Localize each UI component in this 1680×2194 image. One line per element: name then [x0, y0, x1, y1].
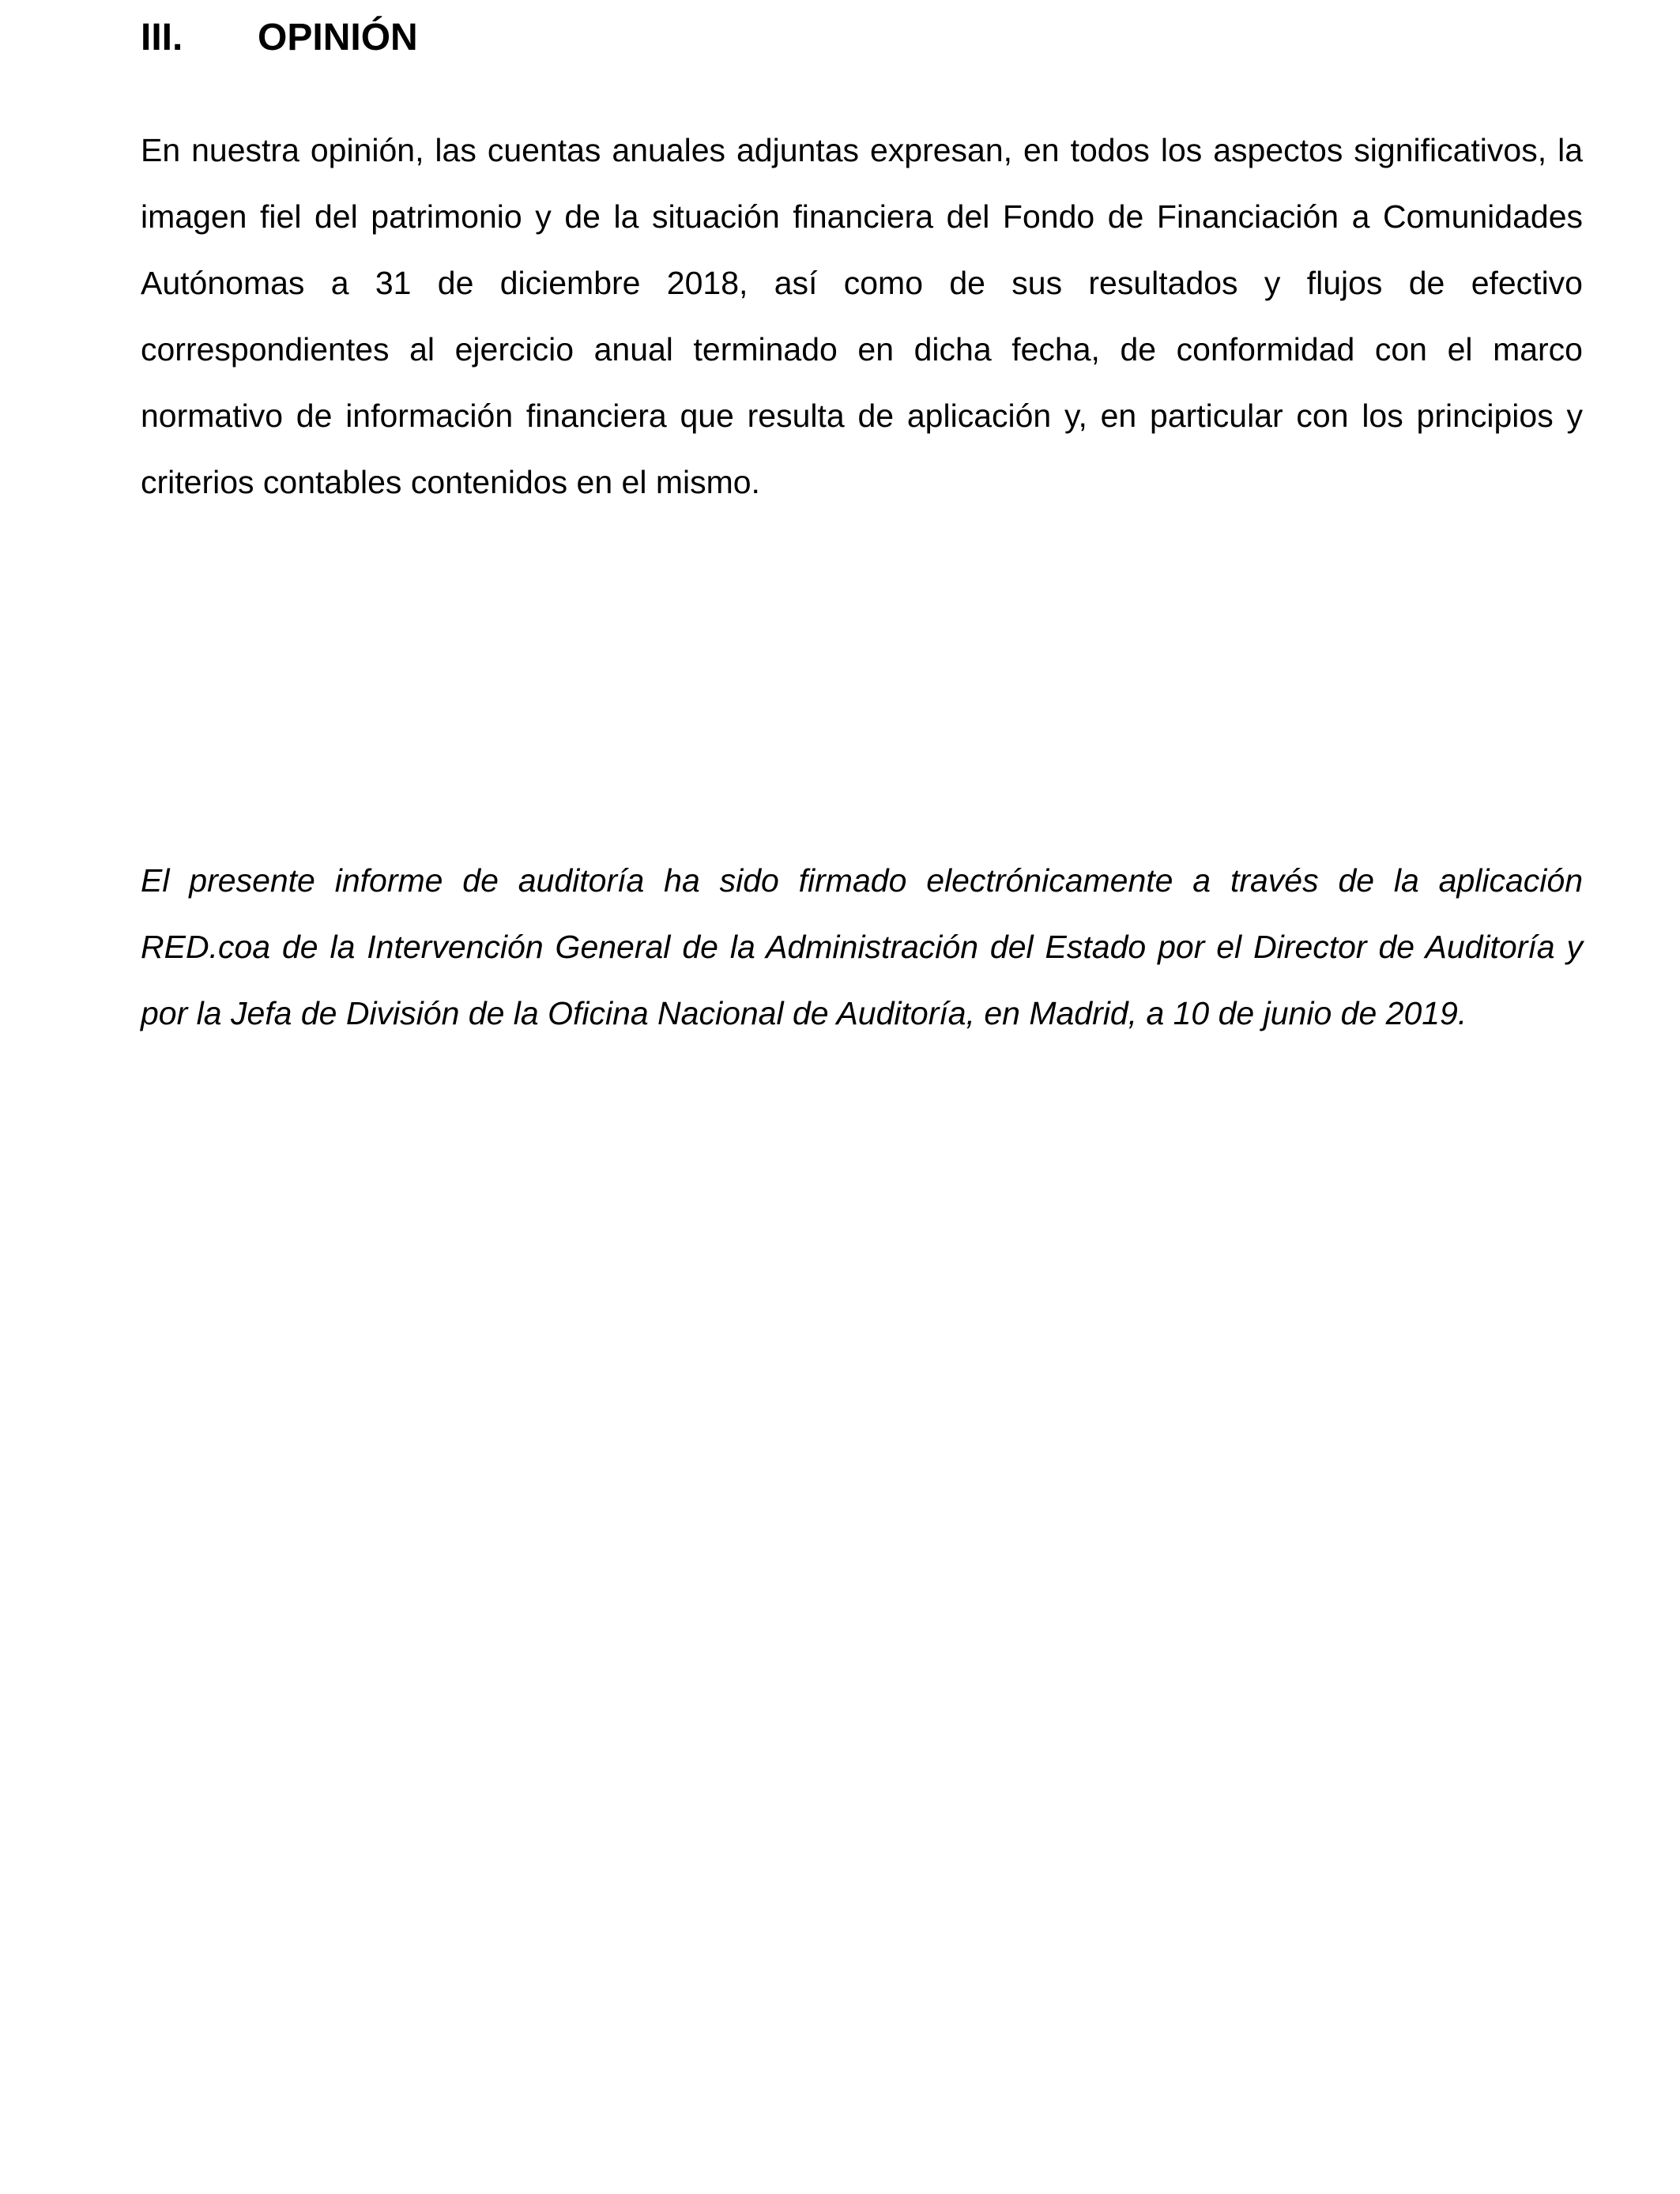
- section-heading: [141, 14, 418, 62]
- section-number: III.: [141, 17, 183, 58]
- signature-paragraph: El presente informe de auditoría ha sido firmado electrónicamente a través de la aplicación RED.coa de la Intervención General de la Administración del Estado por el Director de Auditoría y por la Jefa de División de la Oficina Nacional de Auditoría, en Madrid, a 10 de junio de 2019.: [141, 862, 1583, 1031]
- section-title: OPINIÓN: [258, 17, 418, 58]
- opinion-paragraph: En nuestra opinión, las cuentas anuales adjuntas expresan, en todos los aspectos significativos, la imagen fiel del patrimonio y de la situación financiera del Fondo de Financiación a Comunidades Autónomas a 31 de diciembre 2018, así como de sus resultados y flujos de efectivo correspondientes al ejercicio anual terminado en dicha fecha, de conformidad con el marco normativo de información financiera que resulta de aplicación y, en particular con los principios y criterios contables contenidos en el mismo.: [141, 132, 1583, 500]
